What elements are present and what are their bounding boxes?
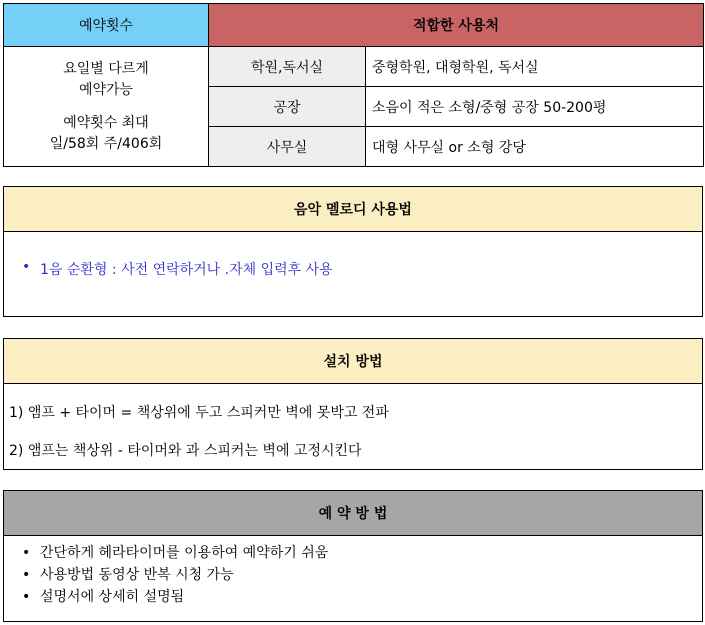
- install-section-title: 설치 방법: [4, 339, 702, 384]
- left-line-2: 예약가능: [78, 81, 134, 98]
- reservation-item-text: 설명서에 상세히 설명됨: [40, 589, 185, 605]
- melody-section-title: 음악 멜로디 사용법: [4, 187, 702, 232]
- install-line-1: 1) 앰프 + 타이머 = 책상위에 두고 스피커만 벽에 못박고 전파: [9, 405, 389, 421]
- bullet-icon: •: [22, 259, 31, 275]
- left-line-1: 요일별 다르게: [63, 60, 149, 77]
- melody-list: [4, 259, 702, 279]
- install-line-2: 2) 앰프는 책상위 - 타이머와 과 스피커는 벽에 고정시킨다: [9, 443, 362, 459]
- usage-table: [3, 3, 704, 167]
- melody-section: [3, 186, 703, 317]
- list-item: [4, 586, 702, 608]
- list-item: [4, 259, 702, 279]
- melody-item-text: 1음 순환형 : 사전 연락하거나 .자체 입력후 사용: [40, 262, 333, 278]
- list-item: [4, 564, 702, 586]
- reservation-section-title: 예 약 방 법: [4, 491, 702, 536]
- place-desc-cell: 소음이 적은 소형/중형 공장 50-200평: [366, 87, 704, 127]
- bullet-icon: •: [22, 589, 31, 605]
- header-reservation-count: 예약횟수: [4, 4, 209, 47]
- place-cell: 학원,독서실: [209, 47, 366, 87]
- list-item: [4, 542, 702, 564]
- place-desc-cell: 중형학원, 대형학원, 독서실: [366, 47, 704, 87]
- left-line-4: 일/58회 주/406회: [49, 135, 163, 152]
- install-section: [3, 338, 703, 470]
- reservation-item-text: 사용방법 동영상 반복 시청 가능: [40, 567, 234, 583]
- place-cell: 사무실: [209, 127, 366, 167]
- bullet-icon: •: [22, 545, 31, 561]
- bullet-icon: •: [22, 567, 31, 583]
- reservation-item-text: 간단하게 헤라타이머를 이용하여 예약하기 쉬움: [40, 545, 329, 561]
- header-suitable-places: 적합한 사용처: [209, 4, 704, 47]
- place-desc-cell: 대형 사무실 or 소형 강당: [366, 127, 704, 167]
- reservation-count-cell: [4, 47, 209, 167]
- left-line-3: 예약횟수 최대: [63, 114, 149, 131]
- reservation-list: [4, 542, 702, 608]
- reservation-section: [3, 490, 703, 622]
- place-cell: 공장: [209, 87, 366, 127]
